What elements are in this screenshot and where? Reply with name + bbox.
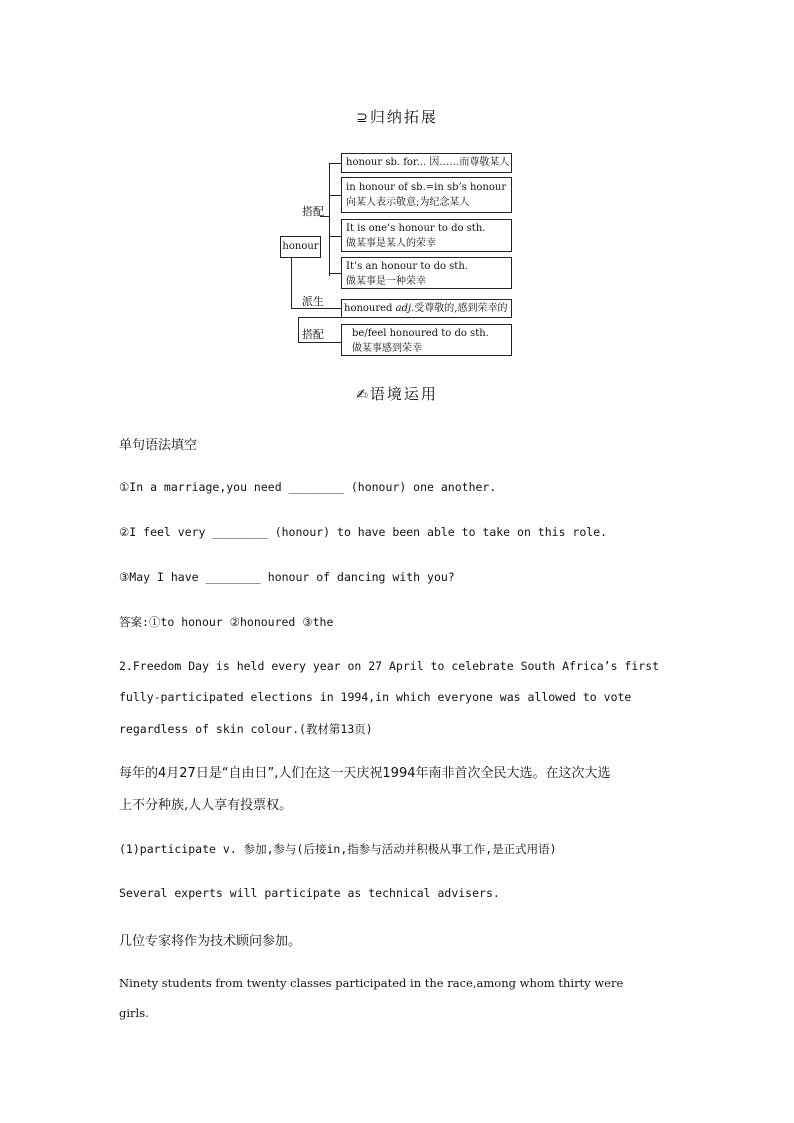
label-collocation-derived: 搭配: [302, 328, 324, 341]
derived-box: honoured adj.受尊敬的,感到荣幸的: [341, 299, 512, 318]
root-word: honour: [282, 241, 319, 252]
label-collocation: 搭配: [302, 205, 324, 218]
example-1-cn: 几位专家将作为技术顾问参加。: [119, 934, 302, 949]
collocation-box-3: It is one’s honour to do sth. 做某事是某人的荣幸: [341, 219, 512, 252]
example-2-en-line-1: Ninety students from twenty classes participated in the race,among whom thirty were: [119, 976, 624, 990]
section-title: 归纳拓展: [369, 108, 438, 126]
sentence-line-2: fully-participated elections in 1994,in which everyone was allowed to vote: [119, 690, 632, 704]
collocation-box-2: in honour of sb.=in sb’s honour 向某人表示敬意;为纪念某人: [341, 177, 512, 213]
connector: [298, 317, 341, 318]
sentence-line-1: 2.Freedom Day is held every year on 27 April to celebrate South Africa’s first: [119, 659, 660, 673]
answer-line: 答案:①to honour ②honoured ③the: [119, 615, 334, 629]
collocation-box-4: It’s an honour to do sth. 做某事是一种荣幸: [341, 257, 512, 289]
example-1-en: Several experts will participate as technical advisers.: [119, 886, 500, 900]
root-box: [280, 236, 321, 258]
derived-collocation-box: be/feel honoured to do sth. 做某事感到荣幸: [341, 324, 512, 356]
connector: [329, 163, 330, 276]
connector: [298, 342, 341, 343]
vocab-point: (1)participate v. 参加,参与(后接in,指参与活动并积极从事工作,是正式用语): [119, 842, 557, 856]
connector: [291, 258, 292, 309]
honour-mind-map: [0, 0, 794, 380]
translation-line-1: 每年的4月27日是“自由日”,人们在这一天庆祝1994年南非首次全民大选。在这次大选: [119, 766, 611, 781]
question-3: ③May I have ________ honour of dancing with you?: [119, 570, 455, 584]
question-2: ②I feel very ________ (honour) to have been able to take on this role.: [119, 525, 608, 539]
connector: [329, 163, 341, 164]
pencil-icon: ✍: [356, 387, 368, 403]
translation-line-2: 上不分种族,人人享有投票权。: [119, 798, 293, 813]
connector: [329, 273, 341, 274]
question-1: ①In a marriage,you need ________ (honour) one another.: [119, 480, 497, 494]
section-heading-practice: [0, 383, 794, 404]
example-2-en-line-2: girls.: [119, 1006, 149, 1020]
connector: [329, 236, 341, 237]
exercise-heading: 单句语法填空: [119, 438, 198, 453]
magnifier-list-icon: ⊇: [356, 110, 368, 126]
section-title: 语境运用: [369, 385, 438, 403]
sentence-line-3: regardless of skin colour.(教材第13页): [119, 722, 373, 736]
collocation-box-1: honour sb. for... 因……而尊敬某人: [341, 153, 512, 173]
connector: [298, 317, 299, 342]
label-derived: 派生: [302, 295, 324, 308]
connector: [329, 195, 341, 196]
